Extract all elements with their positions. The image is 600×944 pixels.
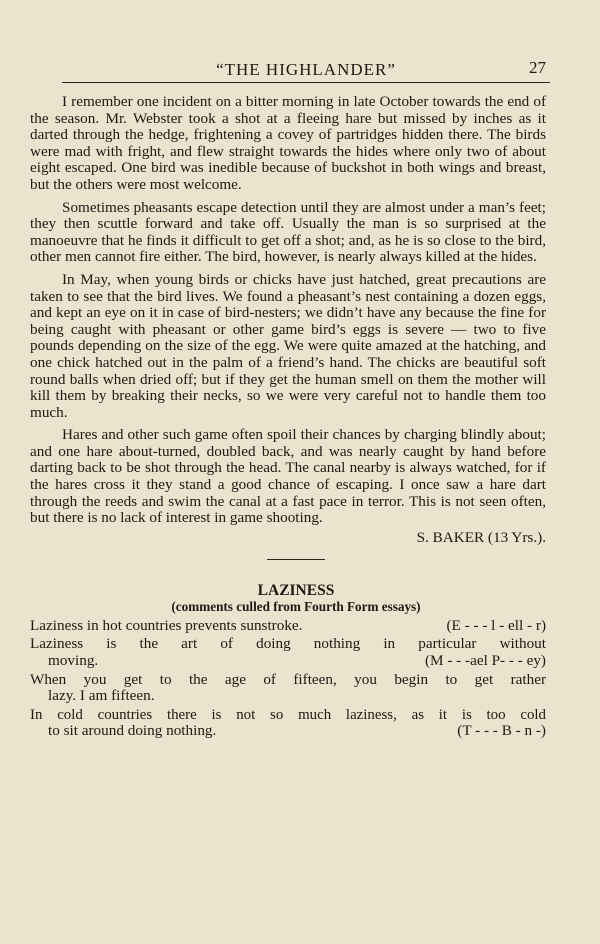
list-item	[30, 672, 546, 705]
item-text: Laziness is the art of doing nothing in particular without	[30, 635, 546, 653]
section-subtitle: (comments culled from Fourth Form essays)	[171, 598, 421, 614]
item-attribution: (E - - - l - ell - r)	[446, 616, 546, 634]
item-text: When you get to the age of fifteen, you begin to get rather	[30, 670, 546, 688]
running-header	[62, 58, 550, 83]
page-number: 27	[529, 58, 546, 77]
item-text-continued: to sit around doing nothing.	[48, 722, 217, 740]
article-paragraph: Hares and other such game often spoil their chances by charging blindly about; and one hare about-turned, doubled back, and was nearly caught by hand before darting back to be shot through the head. The canal nearby is always watched, for if the hares cross it they stand a good chance of escaping. I once saw a hare dart through the reeds and swim the canal at a fast pace in terror. This is not seen often, but there is no lack of interest in game shooting.	[30, 426, 546, 527]
section-title: LAZINESS	[257, 581, 335, 599]
list-item	[30, 636, 546, 669]
item-text: Laziness in hot countries prevents sunstroke.	[30, 616, 303, 634]
list-item	[30, 707, 546, 740]
page-content	[30, 94, 546, 742]
list-item	[30, 618, 546, 635]
publication-title: “THE HIGHLANDER”	[216, 60, 396, 79]
article-paragraph: Sometimes pheasants escape detection until they are almost under a man’s feet; they then scuttle forward and take off. Usually the man is so surprised at the manoeuvre that he finds it difficult to get off a shot; and, as he is so close to the bird, other men cannot fire either. The bird, however, is nearly always killed at the hides.	[30, 198, 546, 266]
author-signature: S. BAKER (13 Yrs.).	[416, 528, 546, 546]
item-attribution: (T - - - B - n -)	[457, 722, 546, 740]
section-divider	[267, 559, 325, 560]
item-attribution: (M - - -ael P- - - ey)	[424, 652, 546, 670]
item-text-continued: moving.	[48, 652, 99, 670]
article-paragraph: I remember one incident on a bitter morning in late October towards the end of the season. Mr. Webster took a shot at a fleeing hare but missed by inches as it darted through the hedge, frightening a covey of partridges hidden there. The birds were mad with fright, and flew straight towards the hides where only two of about eight escaped. One bird was inedible because of buckshot in both wings and breast, but the others were most welcome.	[30, 93, 546, 193]
item-text-continued: lazy. I am fifteen.	[48, 687, 155, 705]
article-paragraph: In May, when young birds or chicks have just hatched, great precautions are taken to see that the bird lives. We found a pheasant’s nest containing a dozen eggs, and kept an eye on it in case of bird-nesters; we didn’t have any because the fine for being caught with pheasant or other game bird’s eggs is severe — two to five pounds depending on the size of the egg. We were quite amazed at the hatching, and one chick hatched out in the palm of a friend’s hand. The chicks are beautiful soft round balls when dried off; but if they get the human smell on them the mother will kill them by breaking their necks, so we were very careful not to handle them too much.	[30, 270, 546, 421]
item-text: In cold countries there is not so much laziness, as it is too cold	[30, 706, 546, 723]
